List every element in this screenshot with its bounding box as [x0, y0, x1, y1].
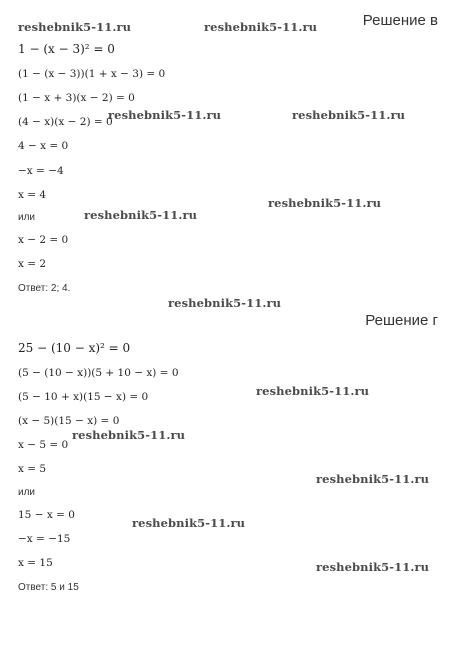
watermark: reshebnik5-11.ru: [292, 108, 406, 122]
heading-solution-g: Решение г: [365, 312, 438, 329]
equation-line: x = 2: [18, 258, 47, 270]
equation-line: x − 5 = 0: [18, 439, 69, 451]
answer-line: Ответ: 5 и 15: [18, 582, 79, 593]
watermark: reshebnik5-11.ru: [168, 296, 282, 310]
watermark: reshebnik5-11.ru: [256, 384, 370, 398]
equation-line: 1 − (x − 3)² = 0: [18, 42, 115, 56]
equation-line: (x − 5)(15 − x) = 0: [18, 415, 120, 427]
equation-line: 25 − (10 − x)² = 0: [18, 341, 131, 355]
heading-solution-v: Решение в: [362, 12, 438, 29]
equation-line: −x = −15: [18, 533, 71, 545]
watermark: reshebnik5-11.ru: [268, 196, 382, 210]
equation-line: (5 − 10 + x)(15 − x) = 0: [18, 391, 149, 403]
answer-line: Ответ: 2; 4.: [18, 283, 71, 294]
equation-line: 15 − x = 0: [18, 509, 75, 521]
equation-line: x = 5: [18, 463, 47, 475]
or-word: или: [18, 212, 36, 223]
equation-line: (1 − x + 3)(x − 2) = 0: [18, 92, 135, 104]
equation-line: x = 15: [18, 557, 53, 569]
equation-line: (5 − (10 − x))(5 + 10 − x) = 0: [18, 367, 179, 379]
equation-line: 4 − x = 0: [18, 140, 69, 152]
equation-line: (4 − x)(x − 2) = 0: [18, 116, 113, 128]
equation-line: (1 − (x − 3))(1 + x − 3) = 0: [18, 68, 166, 80]
watermark: reshebnik5-11.ru: [316, 560, 430, 574]
watermark: reshebnik5-11.ru: [72, 428, 186, 442]
equation-line: −x = −4: [18, 165, 64, 177]
watermark: reshebnik5-11.ru: [108, 108, 222, 122]
equation-line: x − 2 = 0: [18, 234, 69, 246]
or-word: или: [18, 487, 36, 498]
watermark: reshebnik5-11.ru: [316, 472, 430, 486]
watermark: reshebnik5-11.ru: [18, 20, 132, 34]
watermark: reshebnik5-11.ru: [84, 208, 198, 222]
watermark: reshebnik5-11.ru: [204, 20, 318, 34]
equation-line: x = 4: [18, 189, 47, 201]
watermark: reshebnik5-11.ru: [132, 516, 246, 530]
